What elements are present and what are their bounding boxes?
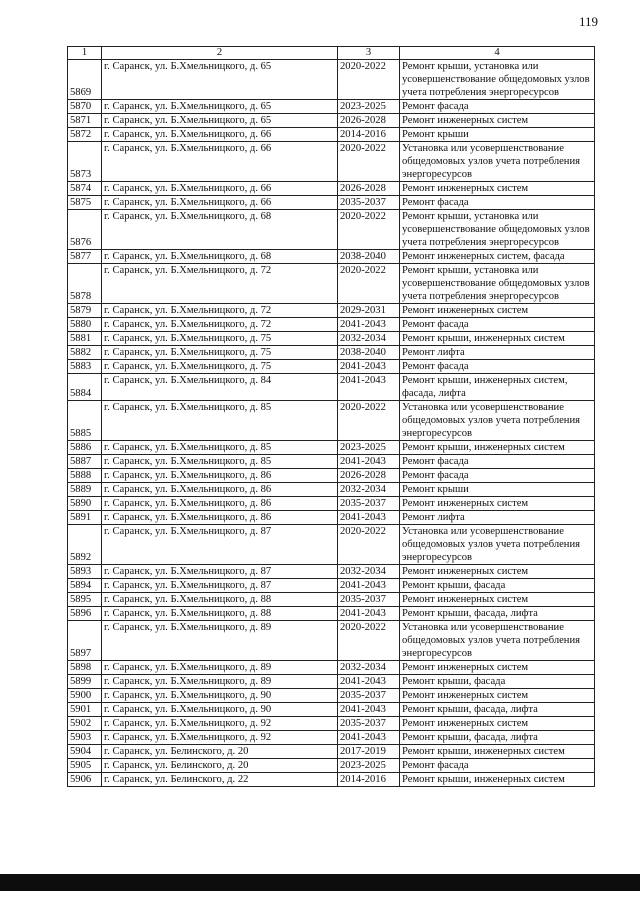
work-type-cell: Ремонт фасада	[400, 196, 595, 210]
table-row	[68, 182, 595, 196]
table-row	[68, 469, 595, 483]
address-cell: г. Саранск, ул. Б.Хмельницкого, д. 86	[102, 483, 338, 497]
years-cell: 2017-2019	[338, 745, 400, 759]
years-cell: 2026-2028	[338, 114, 400, 128]
address-cell: г. Саранск, ул. Б.Хмельницкого, д. 86	[102, 469, 338, 483]
row-number-cell: 5884	[68, 374, 102, 401]
table-row	[68, 703, 595, 717]
address-cell: г. Саранск, ул. Б.Хмельницкого, д. 85	[102, 441, 338, 455]
address-cell: г. Саранск, ул. Б.Хмельницкого, д. 88	[102, 607, 338, 621]
row-number-cell: 5879	[68, 304, 102, 318]
row-number-cell: 5902	[68, 717, 102, 731]
row-number-cell: 5878	[68, 264, 102, 304]
address-cell: г. Саранск, ул. Б.Хмельницкого, д. 72	[102, 304, 338, 318]
years-cell: 2032-2034	[338, 332, 400, 346]
years-cell: 2041-2043	[338, 318, 400, 332]
years-cell: 2020-2022	[338, 525, 400, 565]
table-row	[68, 607, 595, 621]
work-type-cell: Ремонт инженерных систем, фасада	[400, 250, 595, 264]
years-cell: 2014-2016	[338, 128, 400, 142]
address-cell: г. Саранск, ул. Б.Хмельницкого, д. 75	[102, 360, 338, 374]
table-row	[68, 745, 595, 759]
years-cell: 2020-2022	[338, 142, 400, 182]
work-type-cell: Ремонт крыши, инженерных систем	[400, 773, 595, 787]
work-type-cell: Ремонт крыши, фасада	[400, 675, 595, 689]
table-row	[68, 114, 595, 128]
row-number-cell: 5870	[68, 100, 102, 114]
row-number-cell: 5901	[68, 703, 102, 717]
work-type-cell: Установка или усовершенствование общедомовых узлов учета потребления энергоресурсов	[400, 401, 595, 441]
table-row	[68, 689, 595, 703]
address-cell: г. Саранск, ул. Б.Хмельницкого, д. 65	[102, 100, 338, 114]
address-cell: г. Саранск, ул. Б.Хмельницкого, д. 65	[102, 60, 338, 100]
address-cell: г. Саранск, ул. Б.Хмельницкого, д. 87	[102, 565, 338, 579]
row-number-cell: 5875	[68, 196, 102, 210]
years-cell: 2026-2028	[338, 182, 400, 196]
table-row	[68, 346, 595, 360]
work-type-cell: Ремонт фасада	[400, 100, 595, 114]
years-cell: 2032-2034	[338, 483, 400, 497]
address-cell: г. Саранск, ул. Б.Хмельницкого, д. 86	[102, 497, 338, 511]
address-cell: г. Саранск, ул. Б.Хмельницкого, д. 89	[102, 675, 338, 689]
table-row	[68, 210, 595, 250]
row-number-cell: 5872	[68, 128, 102, 142]
row-number-cell: 5877	[68, 250, 102, 264]
work-type-cell: Ремонт крыши, инженерных систем	[400, 745, 595, 759]
table-row	[68, 304, 595, 318]
address-cell: г. Саранск, ул. Б.Хмельницкого, д. 87	[102, 525, 338, 565]
years-cell: 2032-2034	[338, 565, 400, 579]
table-row	[68, 759, 595, 773]
table-row	[68, 441, 595, 455]
years-cell: 2020-2022	[338, 210, 400, 250]
work-type-cell: Ремонт фасада	[400, 455, 595, 469]
table-row	[68, 497, 595, 511]
years-cell: 2026-2028	[338, 469, 400, 483]
address-cell: г. Саранск, ул. Б.Хмельницкого, д. 66	[102, 142, 338, 182]
address-cell: г. Саранск, ул. Б.Хмельницкого, д. 68	[102, 210, 338, 250]
work-type-cell: Ремонт крыши, фасада, лифта	[400, 607, 595, 621]
years-cell: 2035-2037	[338, 196, 400, 210]
table-row	[68, 717, 595, 731]
address-cell: г. Саранск, ул. Б.Хмельницкого, д. 92	[102, 717, 338, 731]
address-cell: г. Саранск, ул. Б.Хмельницкого, д. 88	[102, 593, 338, 607]
table-row	[68, 401, 595, 441]
address-cell: г. Саранск, ул. Б.Хмельницкого, д. 66	[102, 196, 338, 210]
row-number-cell: 5905	[68, 759, 102, 773]
work-type-cell: Ремонт крыши, инженерных систем	[400, 332, 595, 346]
row-number-cell: 5894	[68, 579, 102, 593]
address-cell: г. Саранск, ул. Б.Хмельницкого, д. 72	[102, 318, 338, 332]
work-type-cell: Ремонт лифта	[400, 346, 595, 360]
row-number-cell: 5886	[68, 441, 102, 455]
row-number-cell: 5903	[68, 731, 102, 745]
row-number-cell: 5888	[68, 469, 102, 483]
table-row	[68, 264, 595, 304]
column-header-2: 2	[102, 47, 338, 60]
address-cell: г. Саранск, ул. Б.Хмельницкого, д. 90	[102, 689, 338, 703]
work-type-cell: Ремонт крыши, инженерных систем	[400, 441, 595, 455]
years-cell: 2038-2040	[338, 250, 400, 264]
table-row	[68, 525, 595, 565]
table-row	[68, 579, 595, 593]
scan-edge-bar	[0, 874, 640, 891]
years-cell: 2035-2037	[338, 497, 400, 511]
table-row	[68, 455, 595, 469]
table-row	[68, 374, 595, 401]
years-cell: 2020-2022	[338, 264, 400, 304]
work-type-cell: Ремонт крыши, фасада, лифта	[400, 731, 595, 745]
years-cell: 2023-2025	[338, 759, 400, 773]
row-number-cell: 5889	[68, 483, 102, 497]
work-type-cell: Ремонт инженерных систем	[400, 661, 595, 675]
table-row	[68, 142, 595, 182]
years-cell: 2020-2022	[338, 621, 400, 661]
table-row	[68, 332, 595, 346]
years-cell: 2014-2016	[338, 773, 400, 787]
years-cell: 2035-2037	[338, 593, 400, 607]
years-cell: 2035-2037	[338, 689, 400, 703]
years-cell: 2020-2022	[338, 401, 400, 441]
work-type-cell: Ремонт крыши, установка или усовершенствование общедомовых узлов учета потребления энергоресурсов	[400, 264, 595, 304]
row-number-cell: 5874	[68, 182, 102, 196]
row-number-cell: 5880	[68, 318, 102, 332]
address-cell: г. Саранск, ул. Б.Хмельницкого, д. 85	[102, 401, 338, 441]
table-row	[68, 773, 595, 787]
table-row	[68, 360, 595, 374]
page-number: 119	[578, 14, 598, 29]
work-type-cell: Ремонт крыши, фасада	[400, 579, 595, 593]
table-header	[68, 47, 595, 60]
address-cell: г. Саранск, ул. Б.Хмельницкого, д. 72	[102, 264, 338, 304]
row-number-cell: 5900	[68, 689, 102, 703]
table-row	[68, 250, 595, 264]
years-cell: 2038-2040	[338, 346, 400, 360]
work-type-cell: Ремонт инженерных систем	[400, 689, 595, 703]
address-cell: г. Саранск, ул. Б.Хмельницкого, д. 85	[102, 455, 338, 469]
repair-schedule-table	[67, 46, 595, 787]
address-cell: г. Саранск, ул. Белинского, д. 20	[102, 759, 338, 773]
work-type-cell: Ремонт инженерных систем	[400, 114, 595, 128]
years-cell: 2029-2031	[338, 304, 400, 318]
table-row	[68, 675, 595, 689]
work-type-cell: Ремонт инженерных систем	[400, 304, 595, 318]
years-cell: 2023-2025	[338, 441, 400, 455]
work-type-cell: Ремонт инженерных систем	[400, 182, 595, 196]
address-cell: г. Саранск, ул. Белинского, д. 22	[102, 773, 338, 787]
table-row	[68, 100, 595, 114]
table-row	[68, 661, 595, 675]
column-header-1: 1	[68, 47, 102, 60]
address-cell: г. Саранск, ул. Б.Хмельницкого, д. 89	[102, 661, 338, 675]
row-number-cell: 5869	[68, 60, 102, 100]
address-cell: г. Саранск, ул. Б.Хмельницкого, д. 65	[102, 114, 338, 128]
years-cell: 2041-2043	[338, 511, 400, 525]
table-row	[68, 318, 595, 332]
header-row	[68, 47, 595, 60]
years-cell: 2041-2043	[338, 731, 400, 745]
row-number-cell: 5885	[68, 401, 102, 441]
table-row	[68, 731, 595, 745]
years-cell: 2041-2043	[338, 607, 400, 621]
row-number-cell: 5906	[68, 773, 102, 787]
work-type-cell: Ремонт крыши	[400, 128, 595, 142]
work-type-cell: Ремонт инженерных систем	[400, 717, 595, 731]
work-type-cell: Ремонт крыши, фасада, лифта	[400, 703, 595, 717]
work-type-cell: Установка или усовершенствование общедомовых узлов учета потребления энергоресурсов	[400, 621, 595, 661]
years-cell: 2035-2037	[338, 717, 400, 731]
row-number-cell: 5887	[68, 455, 102, 469]
address-cell: г. Саранск, ул. Б.Хмельницкого, д. 84	[102, 374, 338, 401]
years-cell: 2023-2025	[338, 100, 400, 114]
table-row	[68, 196, 595, 210]
years-cell: 2041-2043	[338, 374, 400, 401]
column-header-3: 3	[338, 47, 400, 60]
column-header-4: 4	[400, 47, 595, 60]
work-type-cell: Ремонт крыши	[400, 483, 595, 497]
row-number-cell: 5883	[68, 360, 102, 374]
work-type-cell: Ремонт лифта	[400, 511, 595, 525]
address-cell: г. Саранск, ул. Б.Хмельницкого, д. 86	[102, 511, 338, 525]
years-cell: 2041-2043	[338, 455, 400, 469]
address-cell: г. Саранск, ул. Б.Хмельницкого, д. 89	[102, 621, 338, 661]
years-cell: 2041-2043	[338, 360, 400, 374]
table-row	[68, 621, 595, 661]
row-number-cell: 5882	[68, 346, 102, 360]
work-type-cell: Ремонт крыши, инженерных систем, фасада, лифта	[400, 374, 595, 401]
years-cell: 2032-2034	[338, 661, 400, 675]
row-number-cell: 5890	[68, 497, 102, 511]
row-number-cell: 5871	[68, 114, 102, 128]
row-number-cell: 5904	[68, 745, 102, 759]
address-cell: г. Саранск, ул. Б.Хмельницкого, д. 92	[102, 731, 338, 745]
work-type-cell: Ремонт фасада	[400, 759, 595, 773]
address-cell: г. Саранск, ул. Белинского, д. 20	[102, 745, 338, 759]
work-type-cell: Установка или усовершенствование общедомовых узлов учета потребления энергоресурсов	[400, 525, 595, 565]
row-number-cell: 5893	[68, 565, 102, 579]
row-number-cell: 5899	[68, 675, 102, 689]
years-cell: 2041-2043	[338, 579, 400, 593]
table-row	[68, 483, 595, 497]
work-type-cell: Установка или усовершенствование общедомовых узлов учета потребления энергоресурсов	[400, 142, 595, 182]
work-type-cell: Ремонт фасада	[400, 469, 595, 483]
work-type-cell: Ремонт инженерных систем	[400, 565, 595, 579]
address-cell: г. Саранск, ул. Б.Хмельницкого, д. 68	[102, 250, 338, 264]
row-number-cell: 5895	[68, 593, 102, 607]
row-number-cell: 5898	[68, 661, 102, 675]
table-row	[68, 593, 595, 607]
row-number-cell: 5891	[68, 511, 102, 525]
address-cell: г. Саранск, ул. Б.Хмельницкого, д. 75	[102, 346, 338, 360]
address-cell: г. Саранск, ул. Б.Хмельницкого, д. 90	[102, 703, 338, 717]
work-type-cell: Ремонт крыши, установка или усовершенствование общедомовых узлов учета потребления энергоресурсов	[400, 60, 595, 100]
table-row	[68, 565, 595, 579]
row-number-cell: 5897	[68, 621, 102, 661]
address-cell: г. Саранск, ул. Б.Хмельницкого, д. 75	[102, 332, 338, 346]
work-type-cell: Ремонт фасада	[400, 318, 595, 332]
work-type-cell: Ремонт инженерных систем	[400, 593, 595, 607]
row-number-cell: 5881	[68, 332, 102, 346]
table-row	[68, 128, 595, 142]
address-cell: г. Саранск, ул. Б.Хмельницкого, д. 66	[102, 182, 338, 196]
years-cell: 2041-2043	[338, 675, 400, 689]
row-number-cell: 5896	[68, 607, 102, 621]
work-type-cell: Ремонт фасада	[400, 360, 595, 374]
work-type-cell: Ремонт крыши, установка или усовершенствование общедомовых узлов учета потребления энергоресурсов	[400, 210, 595, 250]
row-number-cell: 5873	[68, 142, 102, 182]
table-row	[68, 511, 595, 525]
row-number-cell: 5892	[68, 525, 102, 565]
work-type-cell: Ремонт инженерных систем	[400, 497, 595, 511]
table-body	[68, 60, 595, 787]
row-number-cell: 5876	[68, 210, 102, 250]
table-row	[68, 60, 595, 100]
years-cell: 2041-2043	[338, 703, 400, 717]
address-cell: г. Саранск, ул. Б.Хмельницкого, д. 87	[102, 579, 338, 593]
address-cell: г. Саранск, ул. Б.Хмельницкого, д. 66	[102, 128, 338, 142]
years-cell: 2020-2022	[338, 60, 400, 100]
